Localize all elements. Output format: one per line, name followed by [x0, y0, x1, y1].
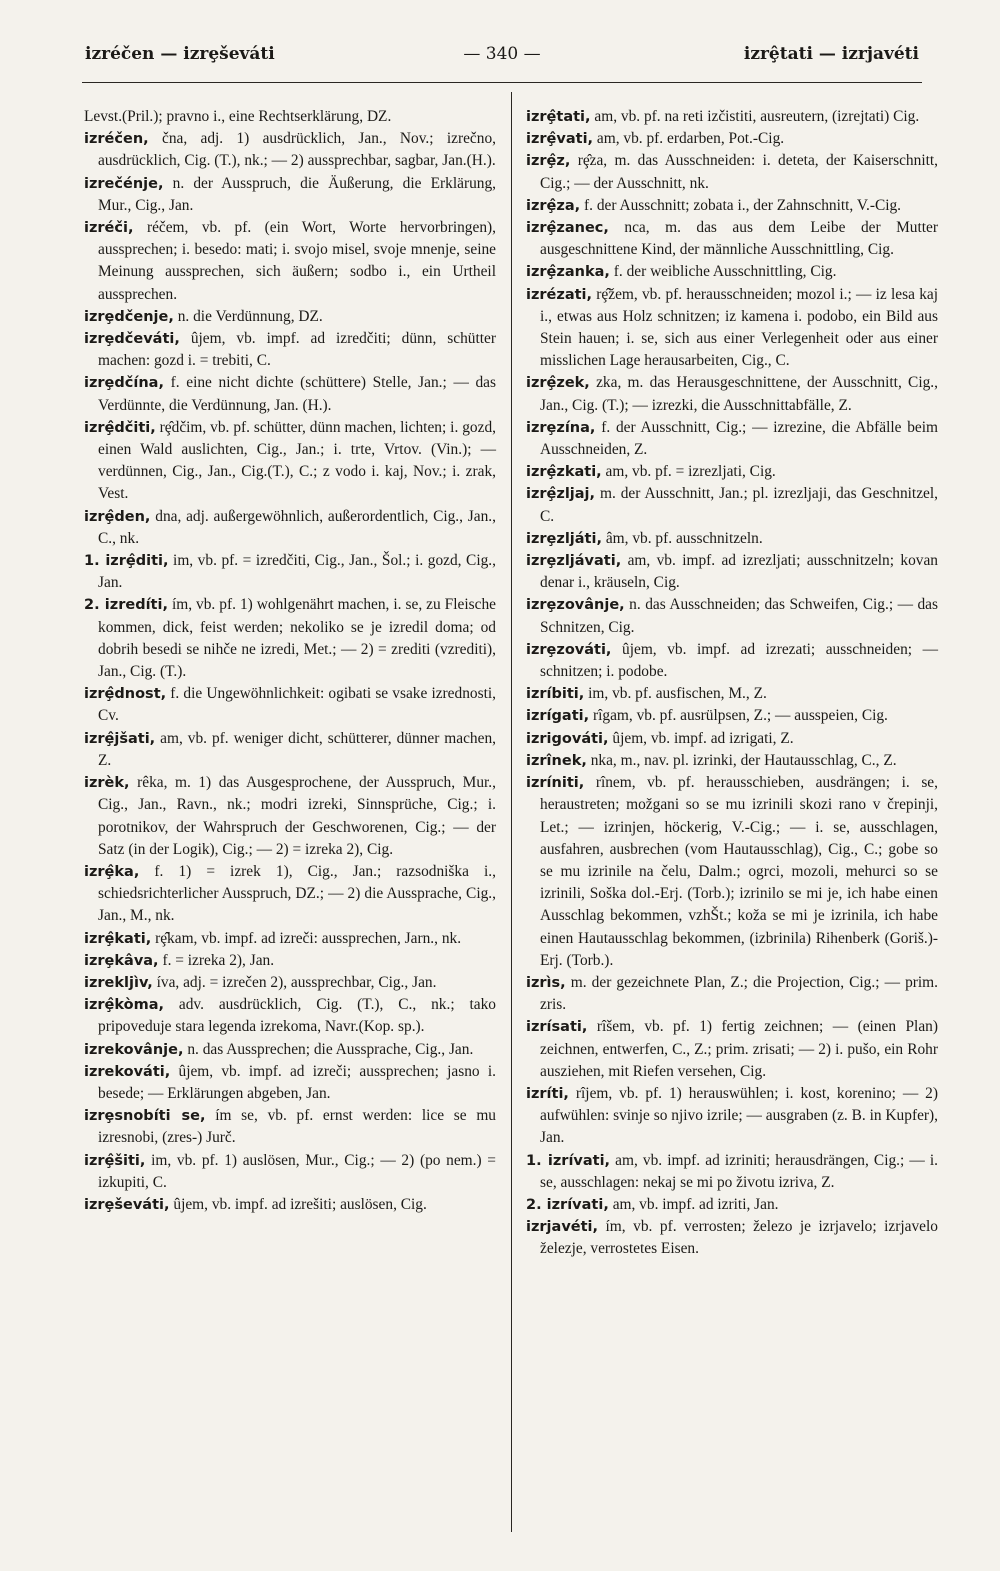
headword: izrȩ̂zanec, — [526, 220, 609, 237]
headword: izrȩ̂zljaj, — [526, 486, 596, 503]
dictionary-entry — [526, 1016, 938, 1083]
entry-definition: rêka, m. 1) das Ausgesprochene, der Ausspruch, Mur., Cig., Jan., Ravn., nk.; modri izreki, Sinnsprüche, Cig.; i. porotnikov, der Wahrspruch der Geschworenen, Cig.; — der Satz (in der Logik), Cig.; — 2) = izreka 2), Cig. — [98, 774, 496, 858]
entry-definition: nka, m., nav. pl. izrinki, der Hautausschlag, C., Z. — [590, 751, 897, 769]
dictionary-entry — [84, 1039, 496, 1061]
entry-definition: n. das Aussprechen; die Aussprache, Cig., Jan. — [187, 1040, 474, 1058]
headword: izríniti, — [526, 775, 585, 792]
dictionary-entry — [526, 372, 938, 416]
dictionary-entry — [84, 217, 496, 306]
dictionary-entry — [526, 550, 938, 594]
dictionary-entry — [84, 550, 496, 594]
entry-definition: im, vb. pf. 1) auslösen, Mur., Cig.; — 2) (po nem.) = izkupiti, C. — [98, 1151, 496, 1191]
entry-definition: f. der Ausschnitt, Cig.; — izrezine, die Abfälle beim Ausschneiden, Z. — [540, 418, 938, 459]
headword: 1. izrívati, — [526, 1152, 611, 1169]
entry-definition: íva, adj. = izrečen 2), aussprechbar, Cig., Jan. — [156, 973, 437, 991]
headword: izrekovânje, — [84, 1041, 184, 1058]
entry-definition: čna, adj. 1) ausdrücklich, Jan., Nov.; izrečno, ausdrücklich, Cig. (T.), nk.; — 2) aussprechbar, sagbar, Jan.(H.). — [98, 130, 497, 170]
dictionary-entry — [526, 284, 938, 373]
headword: izrekováti, — [84, 1063, 171, 1080]
headword: izréčen, — [84, 131, 149, 148]
entry-definition: ím, vb. pf. verrosten; železo je izrjavelo; izrjavelo železje, verrostetes Eisen. — [540, 1218, 938, 1258]
dictionary-entry — [526, 639, 938, 683]
dictionary-entry — [526, 261, 938, 283]
dictionary-entry — [84, 594, 496, 683]
headword: izrekljìv, — [84, 974, 153, 991]
entry-definition: rȩ̂kam, vb. impf. ad izreči: aussprechen, Jarn., nk. — [155, 929, 462, 947]
dictionary-entry — [526, 683, 938, 705]
dictionary-entry — [84, 106, 496, 128]
entry-definition: f. die Ungewöhnlichkeit: ogibati se vsake izrednosti, Cv. — [98, 685, 496, 725]
dictionary-entry — [526, 217, 938, 261]
headword: izrjavéti, — [526, 1219, 599, 1236]
headword: izrȩkâva, — [84, 952, 159, 969]
dictionary-entry — [526, 417, 938, 461]
headword: izrísati, — [526, 1019, 588, 1036]
dictionary-entry — [84, 772, 496, 861]
headword: izrȩzljávati, — [526, 553, 622, 570]
dictionary-entry — [526, 1150, 938, 1194]
entry-definition: m. der gezeichnete Plan, Z.; die Projection, Cig.; — prim. zris. — [540, 973, 938, 1014]
entry-definition: f. 1) = izrek 1), Cig., Jan.; razsodniška i., schiedsrichterlicher Ausspruch, DZ.; — 2) die Aussprache, Cig., Jan., M., nk. — [98, 862, 496, 925]
dictionary-entry — [526, 594, 938, 638]
headword: izrȩ̂šiti, — [84, 1152, 146, 1169]
dictionary-entry — [526, 461, 938, 483]
dictionary-entry — [84, 328, 496, 372]
headword: 2. izrívati, — [526, 1196, 609, 1213]
entry-definition: f. eine nicht dichte (schüttere) Stelle, Jan.; — das Verdünnte, die Verdünnung, Jan. (H.). — [98, 374, 496, 414]
entry-definition: adv. ausdrücklich, Cig. (T.), C., nk.; tako pripoveduje stara legenda izrekoma, Navr.(Kop. sp.). — [98, 996, 496, 1036]
entry-definition: ûjem, vb. impf. ad izrezati; ausschneiden; — schnitzen; i. podobe. — [540, 640, 938, 681]
dictionary-entry — [526, 772, 938, 972]
entry-definition: f. = izreka 2), Jan. — [162, 951, 275, 969]
dictionary-entry — [526, 1194, 938, 1216]
entry-definition: am, vb. pf. weniger dicht, schütterer, dünner machen, Z. — [98, 729, 496, 769]
entry-definition: ûjem, vb. impf. ad izrešiti; auslösen, Cig. — [173, 1195, 427, 1213]
dictionary-entry — [526, 106, 938, 128]
entry-definition: âm, vb. pf. ausschnitzeln. — [605, 529, 763, 547]
dictionary-entry — [84, 928, 496, 950]
entry-definition: rîšem, vb. pf. 1) fertig zeichnen; — (einen Plan) zeichnen, entwerfen, C., Z.; prim. zrisati; — 2) i. pušo, ein Rohr ausziehen, mit Riefen versehen, Cig. — [540, 1018, 938, 1080]
entry-definition: rîjem, vb. pf. 1) herauswühlen; i. kost, korenino; — 2) aufwühlen: svinje so njivo izrile; — ausgraben (z. B. in Kupfer), Jan. — [540, 1084, 938, 1147]
headword: 2. izredíti, — [84, 597, 168, 614]
headword: izrȩzováti, — [526, 641, 612, 658]
entry-definition: rȩ̂žem, vb. pf. herausschneiden; mozol i.; — iz lesa kaj i., etwas aus Holz schnitzen; iz kamena i. podobo, ein Bild aus Stein hauen; i. se, sich aus einer Verlegenheit oder aus einer misslichen Lage herausarbeiten, Cig., C. — [540, 285, 938, 370]
right-column — [526, 106, 938, 1261]
dictionary-entry — [84, 994, 496, 1038]
header-left-guideword: izréčen — izrȩševáti — [85, 44, 275, 64]
dictionary-entry — [526, 195, 938, 217]
dictionary-entry — [84, 972, 496, 994]
header-right-guideword: izrȩ̂tati — izrjavéti — [743, 44, 919, 64]
headword: izrȩ̂tati, — [526, 109, 591, 125]
headword: izrigováti, — [526, 730, 609, 747]
dictionary-entry — [84, 417, 496, 506]
headword: 1. izrȩ̂diti, — [84, 553, 169, 570]
running-head — [85, 44, 919, 72]
entry-definition: am, vb. impf. ad izriniti; herausdrängen, Cig.; — i. se, ausschlagen: nekaj se mi po životu izriva, Z. — [540, 1151, 938, 1191]
dictionary-entry — [526, 750, 938, 772]
entry-definition: ûjem, vb. impf. ad izredčiti; dünn, schütter machen: gozd i. = trebiti, C. — [98, 330, 496, 370]
dictionary-entry — [84, 1194, 496, 1216]
dictionary-entry — [526, 528, 938, 550]
entry-definition: f. der Ausschnitt; zobata i., der Zahnschnitt, V.-Cig. — [584, 196, 902, 214]
entry-definition: im, vb. pf. = izredčiti, Cig., Jan., Šol.; i. gozd, Cig., Jan. — [98, 552, 496, 592]
entry-definition: im, vb. pf. ausfischen, M., Z. — [588, 685, 767, 703]
dictionary-entry — [84, 728, 496, 772]
entry-definition: nca, m. das aus dem Leibe der Mutter ausgeschnittene Kind, der männliche Ausschnittling, Cig. — [540, 219, 938, 259]
headword: izrȩ̂vati, — [526, 131, 594, 148]
entry-definition: am, vb. pf. = izrezljati, Cig. — [605, 463, 776, 481]
entry-definition: zka, m. das Herausgeschnittene, der Ausschnitt, Cig., Jan., Cig. (T.); — izrezki, die Ausschnittabfälle, Z. — [540, 374, 938, 414]
entry-definition: réčem, vb. pf. (ein Wort, Worte hervorbringen), aussprechen; i. besedo: mati; i. svojo misel, svoje mnenje, seine Meinung aussprechen, sich äußern; sodbo i., ein Urtheil aussprechen. — [98, 219, 496, 303]
entry-definition: am, vb. pf. erdarben, Pot.-Cig. — [596, 130, 785, 148]
headword: izrȩ̂dnost, — [84, 686, 167, 703]
dictionary-entry — [526, 150, 938, 194]
headword: izrȩzína, — [526, 419, 596, 436]
page-number: — 340 — — [463, 44, 541, 64]
headword: izrȩdčenje, — [84, 308, 174, 325]
headword: izrȩ̂za, — [526, 197, 581, 214]
dictionary-entry — [526, 483, 938, 527]
entry-definition: am, vb. impf. ad izriti, Jan. — [612, 1195, 779, 1213]
headword: izrečénje, — [84, 175, 164, 192]
headword: izrígati, — [526, 708, 590, 725]
left-column — [84, 106, 496, 1216]
dictionary-entry — [84, 128, 496, 172]
dictionary-entry — [526, 128, 938, 150]
dictionary-entry — [84, 306, 496, 328]
dictionary-entry — [84, 861, 496, 928]
column-divider — [511, 92, 512, 1532]
headword: izrèk, — [84, 775, 130, 792]
dictionary-entry — [526, 728, 938, 750]
headword: izrȩdčína, — [84, 375, 164, 392]
dictionary-entry — [84, 683, 496, 727]
entry-definition: Levst.(Pril.); pravno i., eine Rechtserklärung, DZ. — [84, 108, 392, 125]
entry-definition: dna, adj. außergewöhnlich, außerordentlich, Cig., Jan., C., nk. — [98, 507, 497, 547]
headword: izrìs, — [526, 974, 566, 991]
entry-definition: ûjem, vb. impf. ad izrigati, Z. — [612, 729, 794, 747]
entry-definition: m. der Ausschnitt, Jan.; pl. izrezljaji, das Geschnitzel, C. — [540, 485, 938, 525]
entry-definition: ûjem, vb. impf. ad izreči; aussprechen; jasno i. besede; — Erklärungen abgeben, Jan. — [98, 1062, 496, 1102]
headword: izrȩ̂zanka, — [526, 264, 610, 281]
headword: izríti, — [526, 1085, 569, 1102]
entry-definition: n. das Ausschneiden; das Schweifen, Cig.; — das Schnitzen, Cig. — [540, 596, 938, 636]
dictionary-entry — [526, 1216, 938, 1260]
headword: izrȩzovânje, — [526, 597, 625, 614]
dictionary-entry — [526, 972, 938, 1016]
dictionary-entry — [84, 950, 496, 972]
entry-definition: ím se, vb. pf. ernst werden: lice se mu izresnobi, (zres-) Jurč. — [98, 1107, 496, 1147]
headword: izrȩzljáti, — [526, 530, 602, 547]
headword: izrȩ̂den, — [84, 508, 151, 525]
entry-definition: am, vb. impf. ad izrezljati; ausschnitzeln; kovan denar i., kräuseln, Cig. — [540, 552, 938, 592]
header-rule — [82, 82, 922, 83]
entry-definition: f. der weibliche Ausschnittling, Cig. — [613, 263, 837, 281]
headword: izréči, — [84, 220, 134, 237]
headword: izrȩ̂z, — [526, 153, 571, 170]
dictionary-entry — [84, 173, 496, 217]
dictionary-entry — [84, 1105, 496, 1149]
headword: izrȩ̂jšati, — [84, 730, 156, 747]
headword: izrézati, — [526, 286, 593, 303]
entry-definition: rîgam, vb. pf. ausrülpsen, Z.; — ausspeien, Cig. — [592, 707, 888, 725]
dictionary-entry — [84, 372, 496, 416]
entry-definition: rȩ̂dčim, vb. pf. schütter, dünn machen, lichten; i. gozd, einen Wald auslichten, Cig., Jan.; i. trte, Vrtov. (Vin.); — verdünnen, Cig., Jan., Cig.(T.), C.; z vodo i. kaj, Nov.; i. zrak, Vest. — [98, 418, 496, 503]
headword: izrȩdčeváti, — [84, 331, 180, 348]
headword: izrȩsnobíti se, — [84, 1108, 206, 1125]
headword: izríbiti, — [526, 686, 585, 703]
headword: izrȩ̂kòma, — [84, 997, 165, 1014]
headword: izrînek, — [526, 752, 587, 769]
headword: izrȩ̂zek, — [526, 375, 590, 392]
entry-definition: ím, vb. pf. 1) wohlgenährt machen, i. se, zu Fleische kommen, dick, feist werden; nekoliko se je izredil doma; od dobrih besedi se nihče ne izredi, Met.; — 2) = zrediti (vzrediti), Jan., Cig. (T.). — [98, 596, 496, 681]
headword: izrȩ̂zkati, — [526, 464, 602, 481]
headword: izrȩševáti, — [84, 1196, 170, 1213]
dictionary-entry — [526, 705, 938, 727]
dictionary-entry — [84, 506, 496, 550]
headword: izrȩ̂ka, — [84, 863, 140, 880]
entry-definition: rînem, vb. pf. herausschieben, ausdrängen; i. se, heraustreten; možgani so se mu izrinili skozi rano v črepinji, Let.; — izrinjen, höckerig, V.-Cig.; — i. se, ausschlagen, ausfahren, ausbrechen (vom Hautausschlag), Cig., C.; gobe so se mu izrinile na čelu, Dalm.; ogrci, mozoli, mehurci so se izrinili, Soška dol.-Erj. (Torb.); izrinilo se mi je, ich habe einen Ausschlag bekommen, vzhŠt.; koža se mi je izrinila, ich habe einen Hautausschlag bekommen, (izbrinila) Rihenberk (Goriš.)-Erj. (Torb.). — [540, 774, 938, 969]
dictionary-entry — [526, 1083, 938, 1150]
headword: izrȩ̂dčiti, — [84, 419, 156, 436]
entry-definition: n. die Verdünnung, DZ. — [177, 307, 323, 325]
entry-definition: rȩ̂za, m. das Ausschneiden: i. deteta, der Kaiserschnitt, Cig.; — der Ausschnitt, nk. — [540, 152, 938, 192]
headword: izrȩ̂kati, — [84, 930, 152, 947]
entry-definition: n. der Ausspruch, die Äußerung, die Erklärung, Mur., Cig., Jan. — [98, 174, 496, 214]
dictionary-entry — [84, 1061, 496, 1105]
entry-definition: am, vb. pf. na reti izčistiti, ausreutern, (izrejtati) Cig. — [594, 108, 920, 125]
dictionary-entry — [84, 1150, 496, 1194]
